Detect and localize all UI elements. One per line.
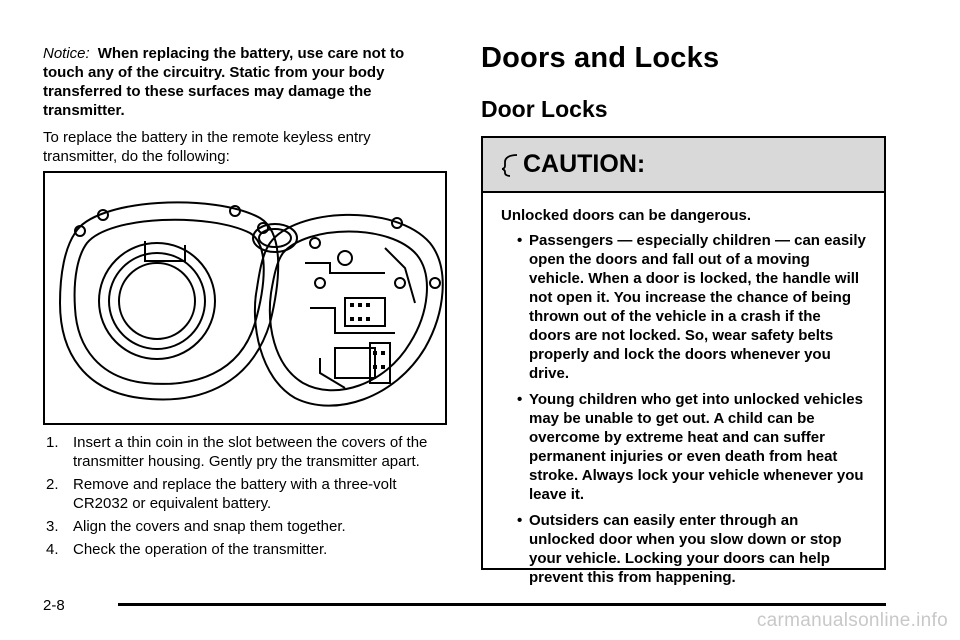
caution-bullet: • Passengers — especially children — can easily open the doors and fall out of a moving vehicle. When a door is locked, the handle will not open it. You increase the chance of being thrown out of the vehicle in a crash if the doors are not locked. So, wear safety belts properly and lock the doors whenever you drive. bbox=[517, 231, 866, 383]
step-text: Align the covers and snap them together. bbox=[73, 518, 346, 535]
caution-header bbox=[483, 138, 884, 193]
left-column bbox=[43, 44, 449, 166]
caution-bracket-icon bbox=[501, 153, 519, 177]
subsection-heading: Door Locks bbox=[481, 96, 608, 122]
step-text: Insert a thin coin in the slot between the covers of the transmitter housing. Gently pry the transmitter apart. bbox=[73, 434, 428, 470]
page-number: 2-8 bbox=[43, 597, 65, 614]
caution-bullet: • Young children who get into unlocked vehicles may be unable to get out. A child can be overcome by extreme heat and can suffer permanent injuries or even death from heat stroke. Always lock your vehicle whenever you leave it. bbox=[517, 390, 866, 504]
step-number: 2. bbox=[46, 476, 59, 493]
notice-text: When replacing the battery, use care not to touch any of the circuitry. Static from your body transferred to these surfaces may damage the transmitter. bbox=[43, 45, 405, 119]
step-item bbox=[46, 475, 450, 513]
caution-bullet: • Outsiders can easily enter through an unlocked door when you slow down or stop your vehicle. Locking your doors can help prevent this from happening. bbox=[517, 511, 866, 587]
caution-title: CAUTION: bbox=[523, 150, 646, 178]
notice-label: Notice: bbox=[43, 45, 90, 62]
notice-paragraph bbox=[43, 44, 449, 120]
step-number: 1. bbox=[46, 434, 59, 451]
steps-list bbox=[46, 433, 450, 563]
step-item bbox=[46, 517, 450, 536]
step-item bbox=[46, 433, 450, 471]
caution-body bbox=[483, 193, 884, 587]
footer-rule bbox=[118, 603, 886, 606]
caution-lead: Unlocked doors can be dangerous. bbox=[501, 207, 752, 224]
step-number: 4. bbox=[46, 541, 59, 558]
step-item bbox=[46, 540, 450, 559]
transmitter-illustration bbox=[43, 171, 447, 425]
transmitter-drawing bbox=[45, 173, 445, 423]
caution-box bbox=[481, 136, 886, 586]
watermark: carmanualsonline.info bbox=[756, 610, 948, 631]
caution-bullet-list bbox=[501, 231, 866, 587]
intro-paragraph: To replace the battery in the remote keyless entry transmitter, do the following: bbox=[43, 129, 371, 165]
section-heading: Doors and Locks bbox=[481, 42, 720, 74]
step-text: Check the operation of the transmitter. bbox=[73, 541, 328, 558]
step-text: Remove and replace the battery with a three-volt CR2032 or equivalent battery. bbox=[73, 476, 397, 512]
step-number: 3. bbox=[46, 518, 59, 535]
